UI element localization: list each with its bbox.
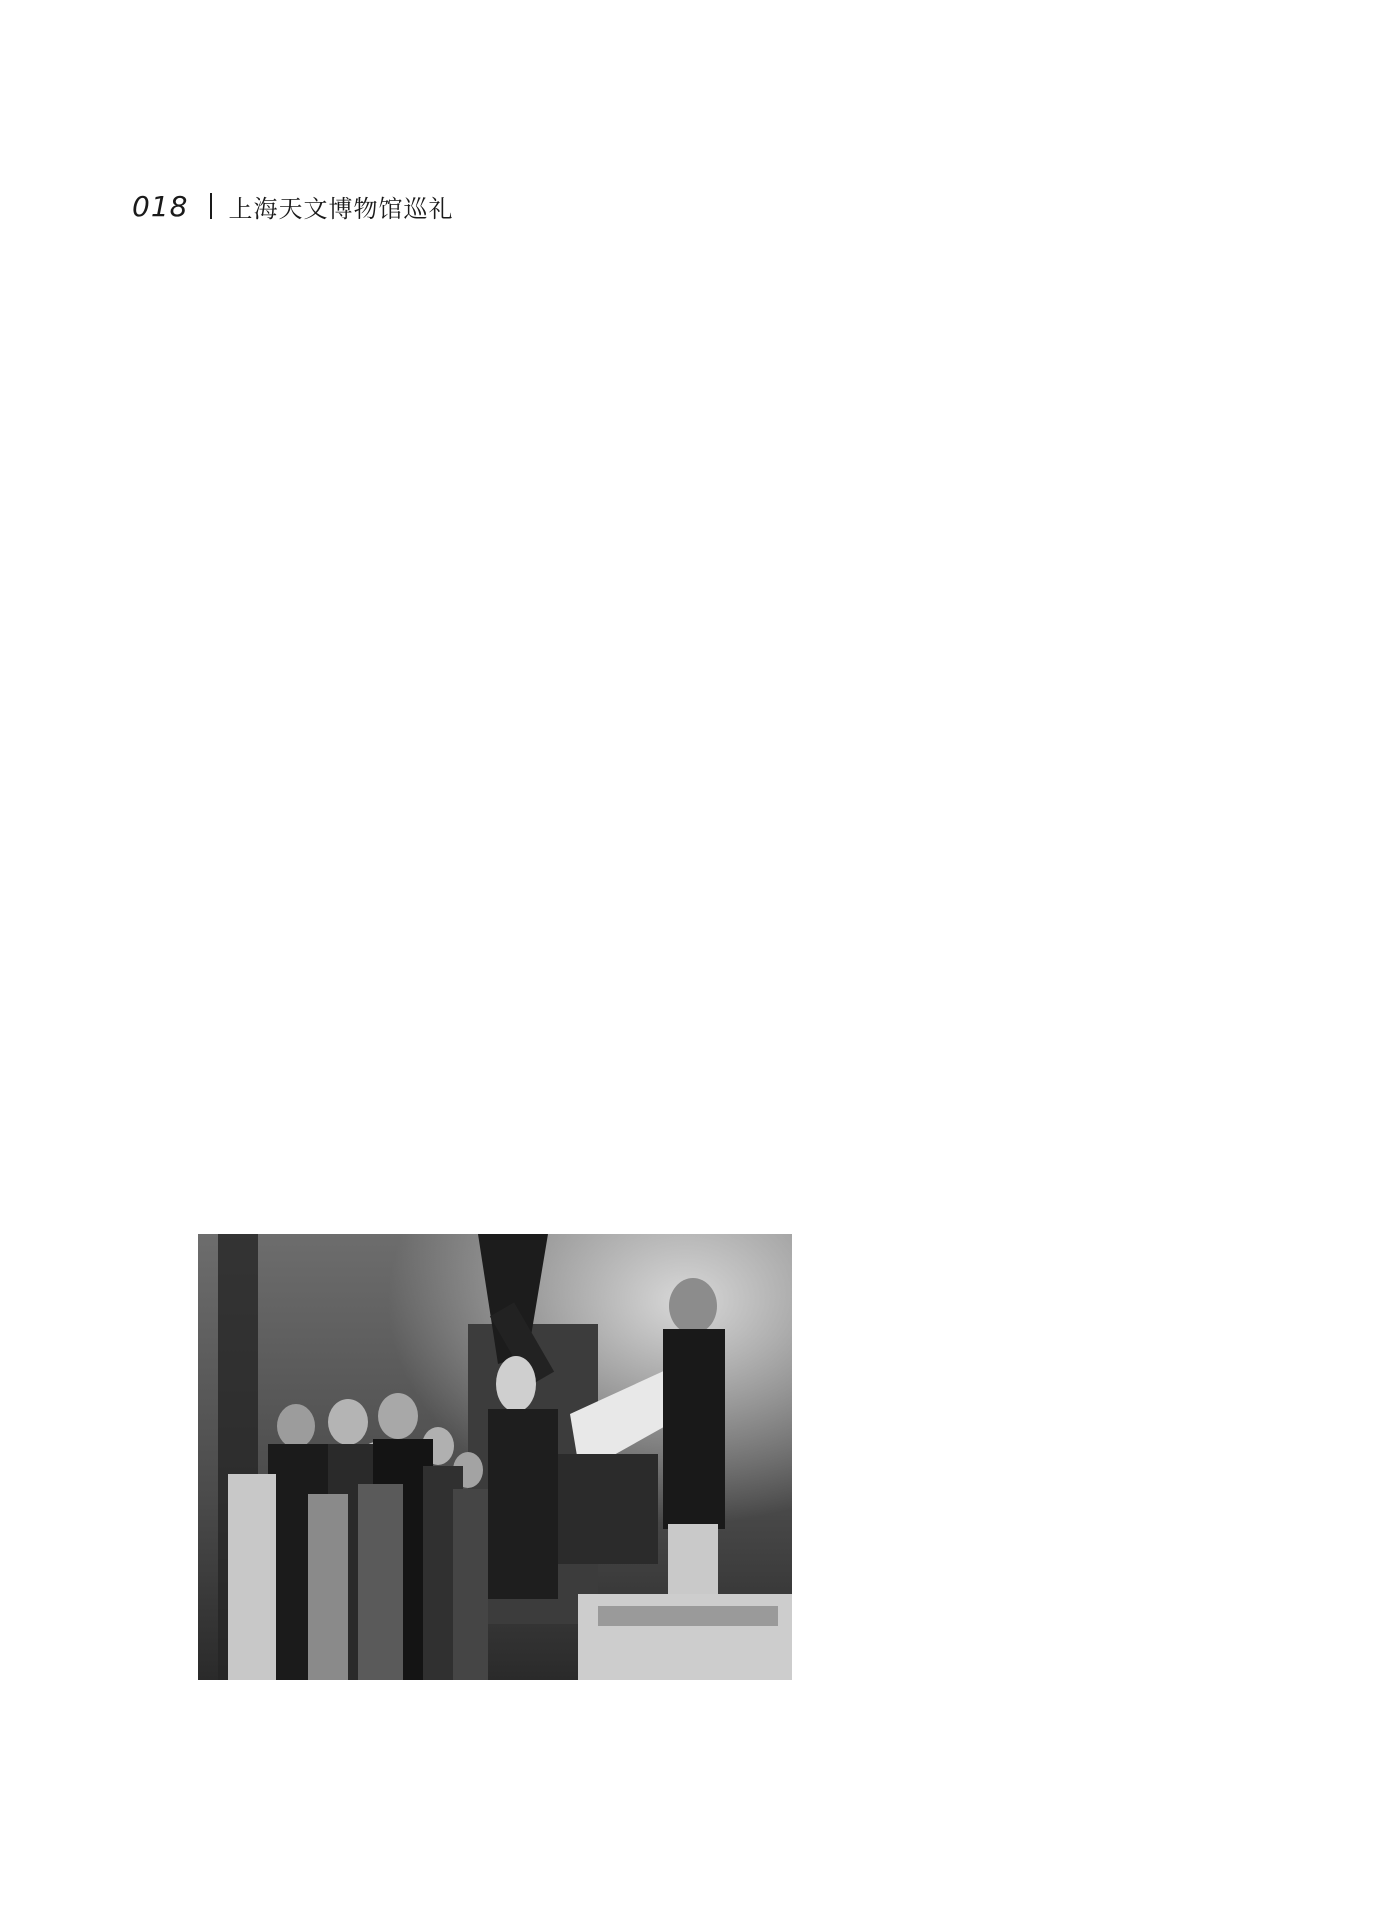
side-column-text xyxy=(829,1198,1086,1738)
header-divider xyxy=(210,193,212,219)
figure-photo xyxy=(198,1234,792,1680)
page-number: 018 xyxy=(132,189,189,223)
photo-illustration xyxy=(198,1234,792,1680)
page-header xyxy=(132,186,453,226)
running-title: 上海天文博物馆巡礼 xyxy=(228,194,454,223)
main-text xyxy=(198,318,1086,1198)
